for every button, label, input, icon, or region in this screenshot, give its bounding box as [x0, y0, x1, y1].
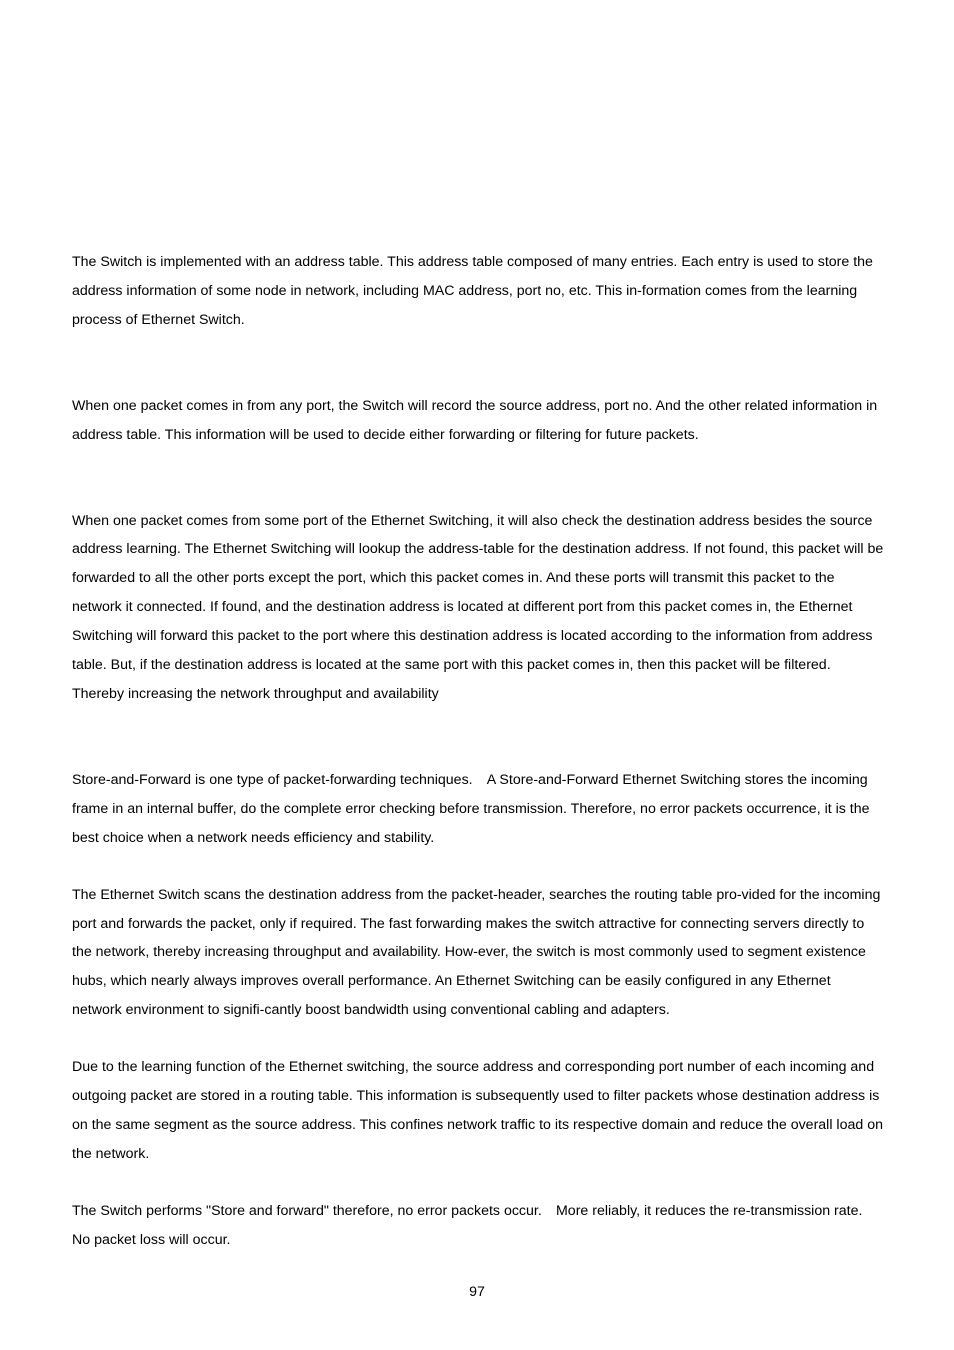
paragraph-store-and-forward: Store-and-Forward is one type of packet-forwarding techniques. A Store-and-Forward Ethernet Switching stores the incoming frame in an internal buffer, do the complete error checking before transmission. Therefore, no error packets occurrence, it is the best choice when a network needs efficiency and stability.	[72, 771, 874, 846]
paragraph-source-learning: When one packet comes in from any port, the Switch will record the source address, port no. And the other related information in address table. This information will be used to decide either forwarding or filtering for future packets.	[72, 397, 882, 443]
paragraph-destination-lookup: When one packet comes from some port of the Ethernet Switching, it will also check the destination address besides the source address learning. The Ethernet Switching will lookup the address-table for the destination address. If not found, this packet will be forwarded to all the other ports except the port, which this packet comes in. And these ports will transmit this packet to the network it connected. If found, and the destination address is located at different port from this packet comes in, the Ethernet Switching will forward this packet to the port where this destination address is located according to the information from address table. But, if the destination address is located at the same port with this packet comes in, then this packet will be filtered. Thereby increasing the network throughput and availability	[72, 512, 888, 702]
paragraph-address-table: The Switch is implemented with an address table. This address table composed of many entries. Each entry is used to store the address information of some node in network, including MAC address, port no, etc. This in-formation comes from the learning process of Ethernet Switch.	[72, 254, 877, 328]
document-body	[72, 248, 888, 1255]
paragraph-forwarding: The Ethernet Switch scans the destination address from the packet-header, searches the routing table pro-vided for the incoming port and forwards the packet, only if required. The fast forwarding makes the switch attractive for connecting servers directly to the network, thereby increasing throughput and availability. How-ever, the switch is most commonly used to segment existence hubs, which nearly always improves overall performance. An Ethernet Switching can be easily configured in any Ethernet network environment to signifi-cantly boost bandwidth using conventional cabling and adapters.	[72, 886, 885, 1019]
paragraph-filtering: Due to the learning function of the Ethernet switching, the source address and corresponding port number of each incoming and outgoing packet are stored in a routing table. This information is subsequently used to filter packets whose destination address is on the same segment as the source address. This confines network traffic to its respective domain and reduce the overall load on the network.	[72, 1059, 887, 1162]
page-number: 97	[469, 1284, 485, 1300]
paragraph-reliability: The Switch performs "Store and forward" therefore, no error packets occur. More reliably, it reduces the re-transmission rate. No packet loss will occur.	[72, 1202, 867, 1248]
